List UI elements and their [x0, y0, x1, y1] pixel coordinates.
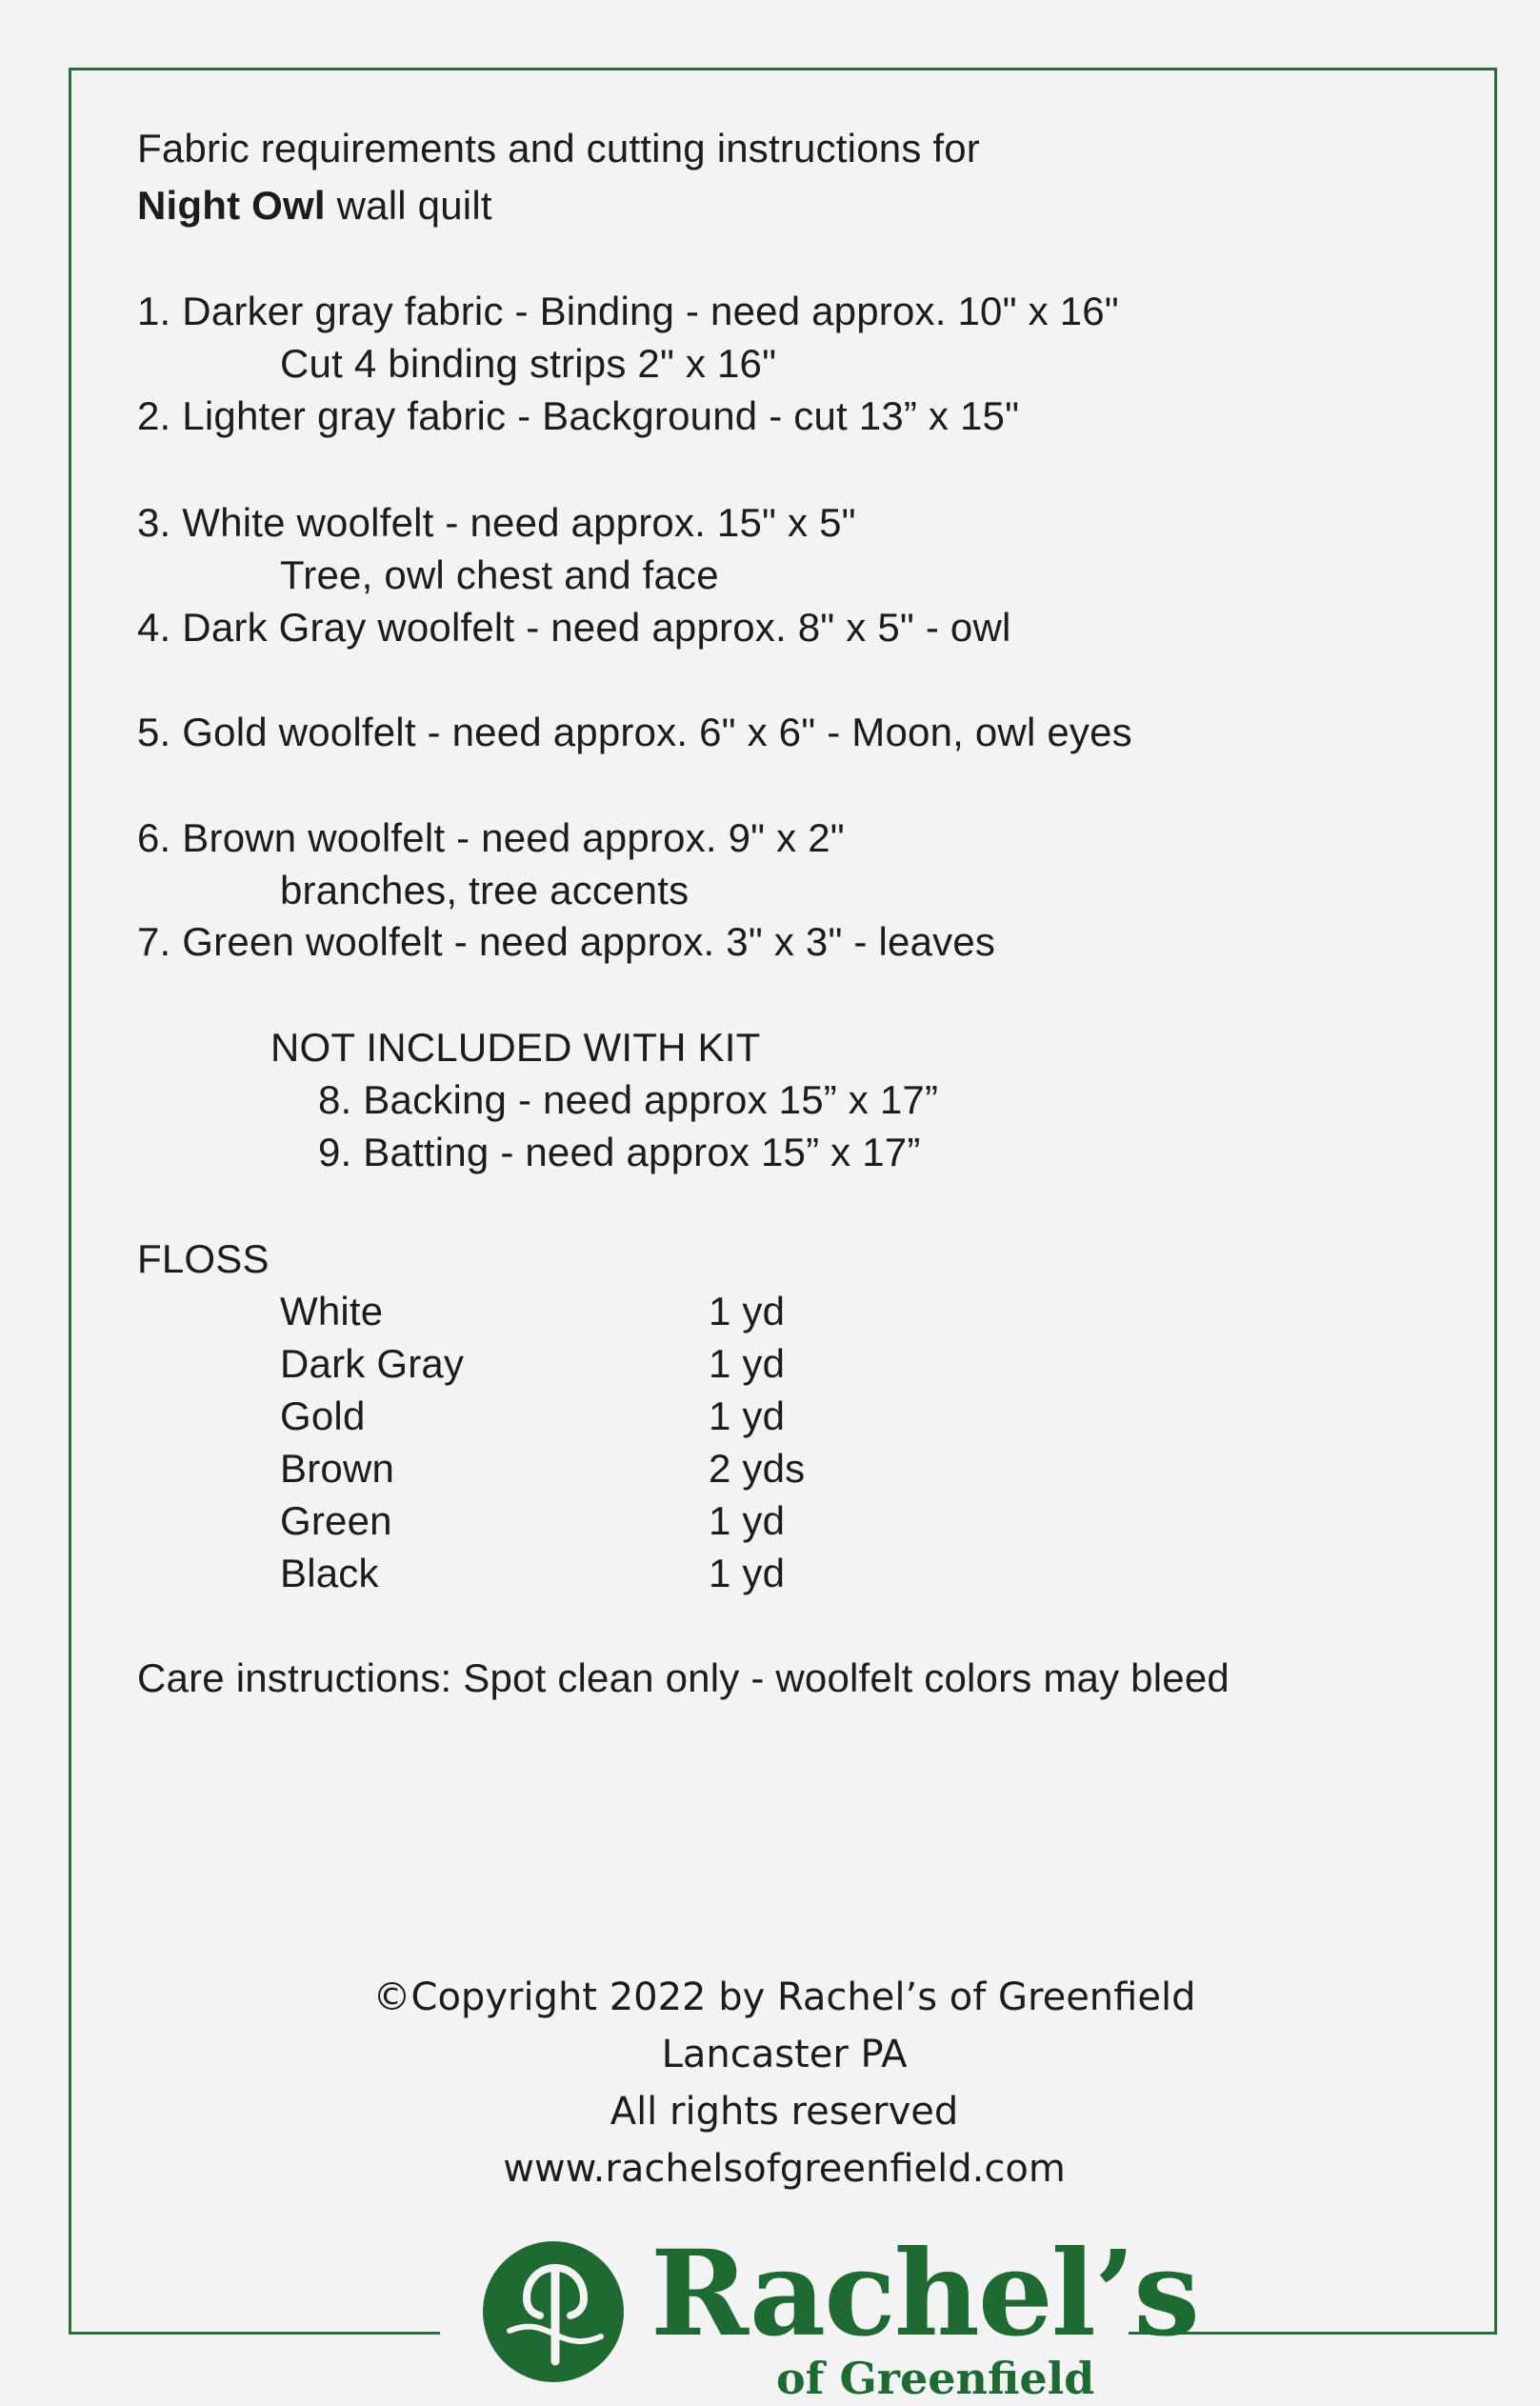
care-instructions: Care instructions: Spot clean only - woolfelt colors may bleed	[137, 1655, 1230, 1700]
floss-qty-black: 1 yd	[709, 1551, 786, 1595]
spool-logo-icon	[481, 2239, 626, 2384]
floss-color-white: White	[280, 1289, 384, 1333]
floss-qty-gold: 1 yd	[709, 1393, 786, 1438]
brand-name: Rachel’s	[650, 2225, 1198, 2363]
quilt-name: Night Owl	[137, 183, 326, 228]
list-item-1: 1. Darker gray fabric - Binding - need approx. 10" x 16"	[137, 289, 1119, 333]
page-title-line2	[137, 182, 492, 230]
list-item-6: 6. Brown woolfelt - need approx. 9" x 2"	[137, 815, 845, 860]
list-item-3-detail: Tree, owl chest and face	[280, 552, 719, 597]
floss-qty-green: 1 yd	[709, 1498, 786, 1543]
list-item-7: 7. Green woolfelt - need approx. 3" x 3" - leaves	[137, 919, 996, 964]
not-included-item-9: 9. Batting - need approx 15” x 17”	[318, 1130, 921, 1174]
list-item-1-detail: Cut 4 binding strips 2" x 16"	[280, 341, 777, 386]
list-item-6-detail: branches, tree accents	[280, 868, 690, 912]
floss-heading: FLOSS	[137, 1236, 270, 1281]
floss-color-dark-gray: Dark Gray	[280, 1341, 465, 1386]
list-item-3: 3. White woolfelt - need approx. 15" x 5"	[137, 500, 856, 545]
floss-qty-brown: 2 yds	[709, 1446, 806, 1491]
floss-color-green: Green	[280, 1498, 392, 1543]
frame-bottom-left-border	[69, 2332, 440, 2335]
page-title-line1: Fabric requirements and cutting instructions for	[137, 126, 980, 170]
floss-color-brown: Brown	[280, 1446, 395, 1491]
not-included-heading: NOT INCLUDED WITH KIT	[270, 1025, 761, 1070]
list-item-4: 4. Dark Gray woolfelt - need approx. 8" x 5" - owl	[137, 605, 1011, 650]
floss-qty-white: 1 yd	[709, 1289, 786, 1333]
floss-color-black: Black	[280, 1551, 379, 1595]
website-link[interactable]: www.rachelsofgreenfield.com	[503, 2147, 1066, 2191]
rights-text: All rights reserved	[610, 2090, 959, 2134]
brand-subtitle: of Greenfield	[776, 2353, 1095, 2404]
frame-right-border	[1494, 68, 1497, 2335]
floss-color-gold: Gold	[280, 1393, 366, 1438]
brand-logo	[481, 2225, 1198, 2406]
frame-top-border	[69, 68, 1497, 70]
frame-left-border	[69, 68, 71, 2335]
copyright-text: ©Copyright 2022 by Rachel’s of Greenfield	[372, 1975, 1196, 2019]
not-included-item-8: 8. Backing - need approx 15” x 17”	[318, 1077, 939, 1122]
location-text: Lancaster PA	[661, 2033, 908, 2076]
quilt-type: wall quilt	[325, 183, 492, 228]
list-item-5: 5. Gold woolfelt - need approx. 6" x 6" - Moon, owl eyes	[137, 710, 1132, 754]
floss-qty-dark-gray: 1 yd	[709, 1341, 786, 1386]
list-item-2: 2. Lighter gray fabric - Background - cut 13” x 15"	[137, 393, 1020, 438]
